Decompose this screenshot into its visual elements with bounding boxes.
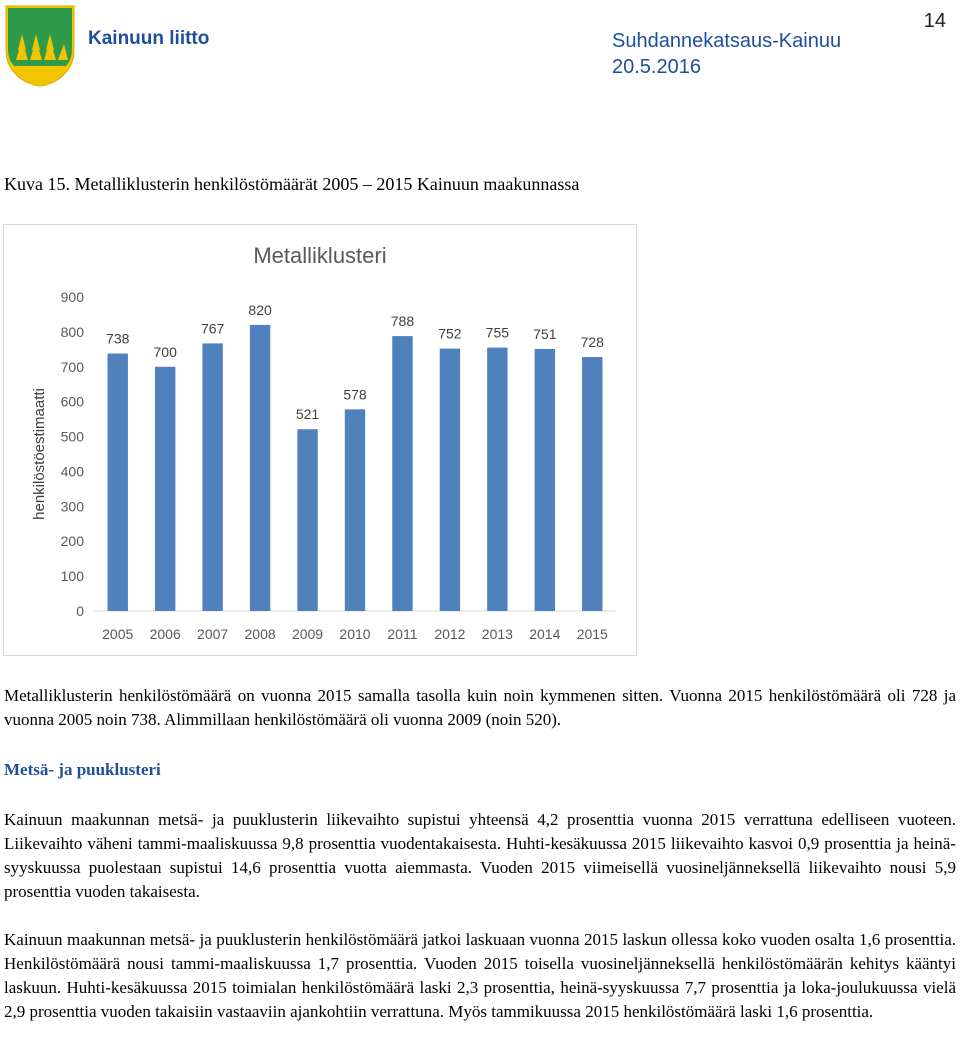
x-tick-label: 2008 [244, 626, 276, 642]
data-label-2012: 752 [438, 325, 462, 342]
section-heading: Metsä- ja puuklusteri [4, 760, 161, 779]
x-tick-label: 2007 [197, 626, 229, 642]
paragraph-metalliklusteri: Metalliklusterin henkilöstömäärä on vuonna 2015 samalla tasolla kuin noin kymmenen sitten. Vuonna 2015 henkilöstömäärä oli 728 ja vuonna 2005 noin 738. Alimmillaan henkilöstömäärä oli vuonna 2009 (noin 520). [4, 686, 956, 729]
bar-2015 [582, 357, 602, 611]
y-tick-label: 200 [60, 533, 84, 550]
y-axis-label: henkilöstöestimaatti [31, 388, 48, 520]
data-label-2014: 751 [533, 325, 557, 342]
report-date: 20.5.2016 [612, 56, 701, 78]
y-tick-label: 600 [60, 393, 84, 410]
bar-2011 [392, 336, 412, 611]
bar-2014 [535, 349, 555, 611]
x-tick-label: 2014 [529, 626, 561, 642]
paragraph-liikevaihto: Kainuun maakunnan metsä- ja puuklusterin liikevaihto supistui yhteensä 4,2 prosenttia vuonna 2015 verrattuna edelliseen vuoteen. Liikevaihto väheni tammi-maaliskuussa 9,8 prosenttia vuodentakaisesta. Huhti-kesäkuussa 2015 liikevaihto kasvoi 0,9 prosenttia ja heinä-syyskuussa puolestaan supistui 14,6 prosenttia vuotta aiemmasta. Vuoden 2015 viimeisellä vuosineljänneksellä liikevaihto nousi 5,9 prosenttia vuoden takaisesta. [4, 810, 956, 901]
x-tick-label: 2010 [339, 626, 371, 642]
x-tick-label: 2006 [149, 626, 181, 642]
bar-2010 [345, 409, 365, 611]
data-label-2009: 521 [295, 406, 320, 423]
y-tick-label: 700 [60, 358, 84, 375]
bar-2013 [487, 348, 507, 611]
data-label-2008: 820 [248, 301, 272, 318]
x-tick-label: 2011 [387, 626, 418, 642]
data-label-2006: 700 [153, 343, 177, 360]
data-label-2005: 738 [106, 330, 130, 347]
bar-2007 [202, 343, 222, 611]
y-tick-label: 900 [60, 289, 84, 305]
bar-2005 [108, 354, 128, 611]
report-title: Suhdannekatsaus-Kainuu [612, 30, 842, 52]
data-label-2013: 755 [485, 324, 510, 341]
figure-caption: Kuva 15. Metalliklusterin henkilöstömäärät 2005 – 2015 Kainuun maakunnassa [4, 174, 580, 194]
page-number: 14 [923, 10, 946, 32]
data-label-2015: 728 [580, 334, 604, 351]
page-header [0, 0, 960, 100]
y-tick-label: 800 [60, 323, 84, 340]
x-tick-label: 2005 [102, 626, 134, 642]
x-tick-label: 2009 [291, 626, 324, 642]
y-tick-label: 300 [60, 498, 84, 515]
x-tick-label: 2015 [576, 626, 608, 642]
bar-2008 [250, 325, 270, 611]
kainuu-coat-of-arms-logo [4, 4, 76, 88]
data-label-2010: 578 [343, 386, 367, 403]
bar-2006 [155, 367, 175, 611]
y-tick-label: 500 [60, 428, 84, 445]
bar-2009 [297, 429, 317, 611]
chart-container [3, 224, 637, 656]
paragraph-henkilostomaara: Kainuun maakunnan metsä- ja puuklusterin henkilöstömäärä jatkoi laskuaan vuonna 2015 laskun ollessa koko vuoden osalta 1,6 prosenttia. Henkilöstömäärä nousi tammi-maaliskuussa 1,7 prosenttia. Vuoden 2015 toisella vuosineljänneksellä henkilöstömäärän kehitys kääntyi laskuun. Huhti-kesäkuussa 2015 toimialan henkilöstömäärä laski 2,3 prosenttia, heinä-syyskuussa 7,7 prosenttia ja loka-joulukuussa vielä 2,9 prosenttia vuoden takaisiin vastaaviin ajankohtiin verrattuna. Myös tammikuussa 2015 henkilöstömäärä laski 1,6 prosenttia. [4, 930, 956, 1021]
data-label-2011: 788 [390, 313, 415, 330]
data-label-2007: 767 [200, 320, 225, 337]
bar-chart [4, 225, 636, 655]
chart-title: Metalliklusteri [253, 243, 387, 268]
bar-2012 [440, 349, 460, 611]
x-tick-label: 2013 [481, 626, 513, 642]
report-title-block [612, 28, 841, 80]
y-tick-label: 100 [60, 568, 84, 585]
x-tick-label: 2012 [434, 626, 466, 642]
y-tick-label: 0 [76, 603, 84, 619]
y-tick-label: 400 [60, 463, 84, 480]
organization-name: Kainuun liitto [88, 28, 210, 49]
